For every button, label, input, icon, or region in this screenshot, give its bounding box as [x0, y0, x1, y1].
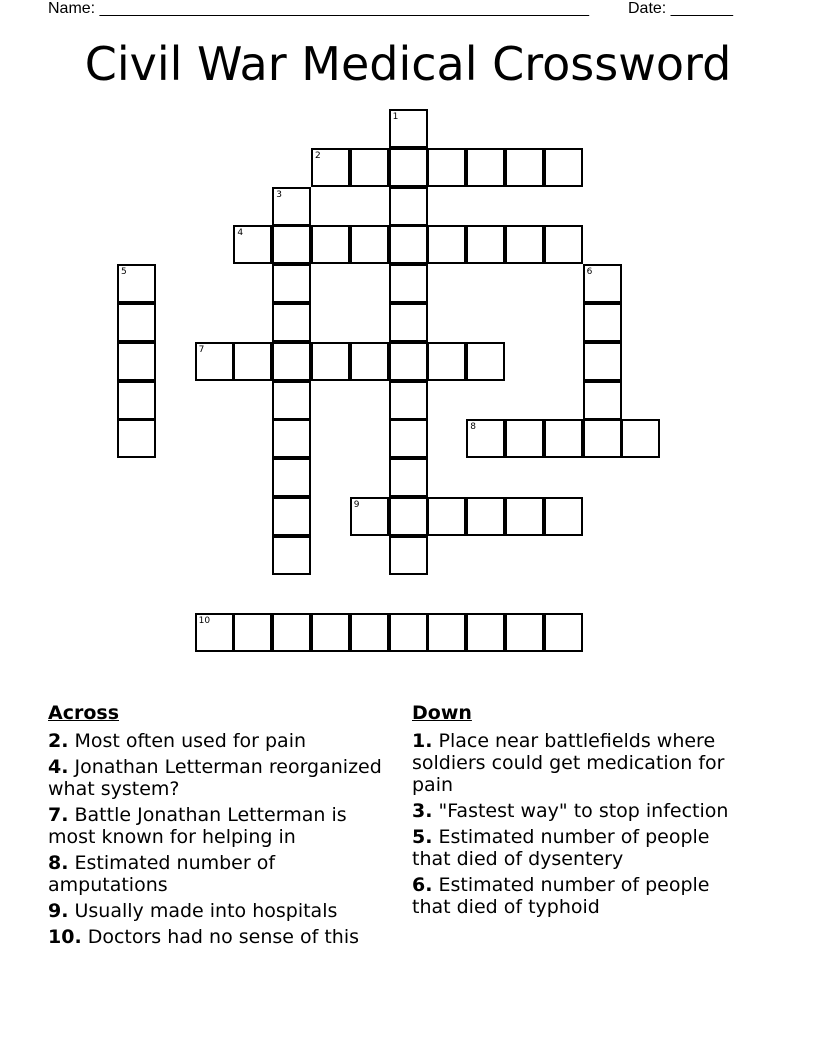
crossword-cell[interactable] — [427, 342, 466, 381]
crossword-cell[interactable] — [389, 536, 428, 575]
clue-number: 3. — [412, 800, 433, 822]
crossword-cell[interactable] — [544, 148, 583, 187]
clue-text: Estimated number of amputations — [48, 852, 276, 896]
crossword-cell[interactable] — [505, 419, 544, 458]
crossword-cell[interactable] — [272, 342, 311, 381]
crossword-cell[interactable] — [466, 148, 505, 187]
crossword-cell[interactable] — [350, 148, 389, 187]
crossword-cell[interactable] — [311, 342, 350, 381]
crossword-cell[interactable] — [272, 419, 311, 458]
crossword-cell[interactable] — [466, 419, 505, 458]
crossword-cell[interactable] — [350, 497, 389, 536]
crossword-cell[interactable] — [195, 613, 234, 652]
crossword-cell[interactable] — [505, 613, 544, 652]
crossword-cell[interactable] — [311, 613, 350, 652]
crossword-cell[interactable] — [427, 225, 466, 264]
clue-number: 9. — [48, 900, 69, 922]
crossword-cell[interactable] — [583, 303, 622, 342]
across-clue-10 — [48, 926, 393, 948]
crossword-cell[interactable] — [350, 342, 389, 381]
clue-text: Estimated number of people that died of dysentery — [412, 826, 710, 870]
down-clue-3 — [412, 800, 752, 822]
crossword-cell[interactable] — [117, 264, 156, 303]
name-field[interactable]: Name: _______________________________________________________ — [48, 0, 589, 17]
crossword-cell[interactable] — [583, 419, 622, 458]
crossword-cell[interactable] — [389, 613, 428, 652]
crossword-cell[interactable] — [389, 264, 428, 303]
crossword-cell[interactable] — [544, 419, 583, 458]
crossword-cell[interactable] — [389, 148, 428, 187]
crossword-cell[interactable] — [544, 225, 583, 264]
crossword-cell[interactable] — [350, 613, 389, 652]
crossword-cell[interactable] — [466, 342, 505, 381]
across-clue-2 — [48, 730, 393, 752]
crossword-cell[interactable] — [272, 536, 311, 575]
down-heading: Down — [412, 702, 472, 724]
crossword-cell[interactable] — [583, 264, 622, 303]
crossword-cell[interactable] — [466, 613, 505, 652]
crossword-cell[interactable] — [583, 342, 622, 381]
crossword-cell[interactable] — [272, 613, 311, 652]
clue-number: 5. — [412, 826, 433, 848]
crossword-cell[interactable] — [389, 497, 428, 536]
clue-number: 1. — [412, 730, 433, 752]
across-clue-8 — [48, 852, 393, 896]
crossword-cell[interactable] — [466, 225, 505, 264]
cell-number: 9 — [353, 500, 360, 510]
clue-number: 4. — [48, 756, 69, 778]
crossword-cell[interactable] — [427, 613, 466, 652]
crossword-cell[interactable] — [117, 419, 156, 458]
crossword-cell[interactable] — [466, 497, 505, 536]
crossword-cell[interactable] — [272, 303, 311, 342]
crossword-cell[interactable] — [272, 381, 311, 420]
crossword-cell[interactable] — [427, 497, 466, 536]
crossword-cell[interactable] — [233, 613, 272, 652]
clue-text: Doctors had no sense of this — [87, 926, 360, 948]
crossword-cell[interactable] — [544, 613, 583, 652]
crossword-cell[interactable] — [233, 225, 272, 264]
cell-number: 6 — [586, 267, 593, 278]
crossword-cell[interactable] — [389, 109, 428, 148]
clue-number: 2. — [48, 730, 69, 752]
down-clue-5 — [412, 826, 752, 870]
clue-number: 6. — [412, 874, 433, 896]
clue-text: Battle Jonathan Letterman is most known for helping in — [48, 804, 347, 848]
clue-text: "Fastest way" to stop infection — [438, 800, 729, 822]
crossword-cell[interactable] — [272, 264, 311, 303]
crossword-cell[interactable] — [505, 497, 544, 536]
clue-text: Most often used for pain — [74, 730, 307, 752]
crossword-cell[interactable] — [350, 225, 389, 264]
crossword-cell[interactable] — [389, 187, 428, 226]
crossword-cell[interactable] — [117, 381, 156, 420]
across-clue-7 — [48, 804, 393, 848]
across-heading: Across — [48, 702, 120, 724]
cell-number: 5 — [121, 267, 127, 278]
clue-text: Jonathan Letterman reorganized what system? — [48, 756, 382, 800]
across-clues — [48, 702, 393, 952]
crossword-cell[interactable] — [195, 342, 234, 381]
down-clue-1 — [412, 730, 752, 796]
crossword-cell[interactable] — [272, 187, 311, 226]
clue-number: 8. — [48, 852, 69, 874]
crossword-cell[interactable] — [389, 303, 428, 342]
crossword-cell[interactable] — [505, 225, 544, 264]
crossword-cell[interactable] — [117, 342, 156, 381]
down-clue-6 — [412, 874, 752, 918]
crossword-cell[interactable] — [427, 148, 466, 187]
cell-number: 8 — [470, 422, 476, 433]
crossword-cell[interactable] — [583, 381, 622, 420]
cell-number: 2 — [315, 150, 321, 161]
clue-text: Place near battlefields where soldiers could get medication for pain — [412, 730, 725, 796]
clue-number: 7. — [48, 804, 69, 826]
clue-text: Estimated number of people that died of typhoid — [412, 874, 710, 918]
crossword-cell[interactable] — [117, 303, 156, 342]
crossword-cell[interactable] — [544, 497, 583, 536]
cell-number: 3 — [276, 189, 282, 200]
clue-text: Usually made into hospitals — [74, 900, 338, 922]
crossword-cell[interactable] — [311, 225, 350, 264]
crossword-cell[interactable] — [272, 225, 311, 264]
page-title: Civil War Medical Crossword — [84, 37, 732, 91]
crossword-cell[interactable] — [389, 458, 428, 497]
crossword-cell[interactable] — [505, 148, 544, 187]
across-clue-9 — [48, 900, 393, 922]
crossword-cell[interactable] — [272, 458, 311, 497]
crossword-cell[interactable] — [389, 225, 428, 264]
across-clue-4 — [48, 756, 393, 800]
crossword-cell[interactable] — [389, 381, 428, 420]
crossword-cell[interactable] — [621, 419, 660, 458]
crossword-cell[interactable] — [389, 419, 428, 458]
cell-number: 7 — [198, 344, 205, 355]
cell-number: 1 — [392, 112, 399, 122]
date-field[interactable]: Date: _______ — [628, 0, 733, 17]
crossword-cell[interactable] — [272, 497, 311, 536]
down-clues — [412, 702, 752, 922]
cell-number: 10 — [198, 616, 211, 627]
clue-number: 10. — [48, 926, 82, 948]
crossword-cell[interactable] — [311, 148, 350, 187]
crossword-cell[interactable] — [233, 342, 272, 381]
crossword-cell[interactable] — [389, 342, 428, 381]
cell-number: 4 — [237, 228, 244, 239]
